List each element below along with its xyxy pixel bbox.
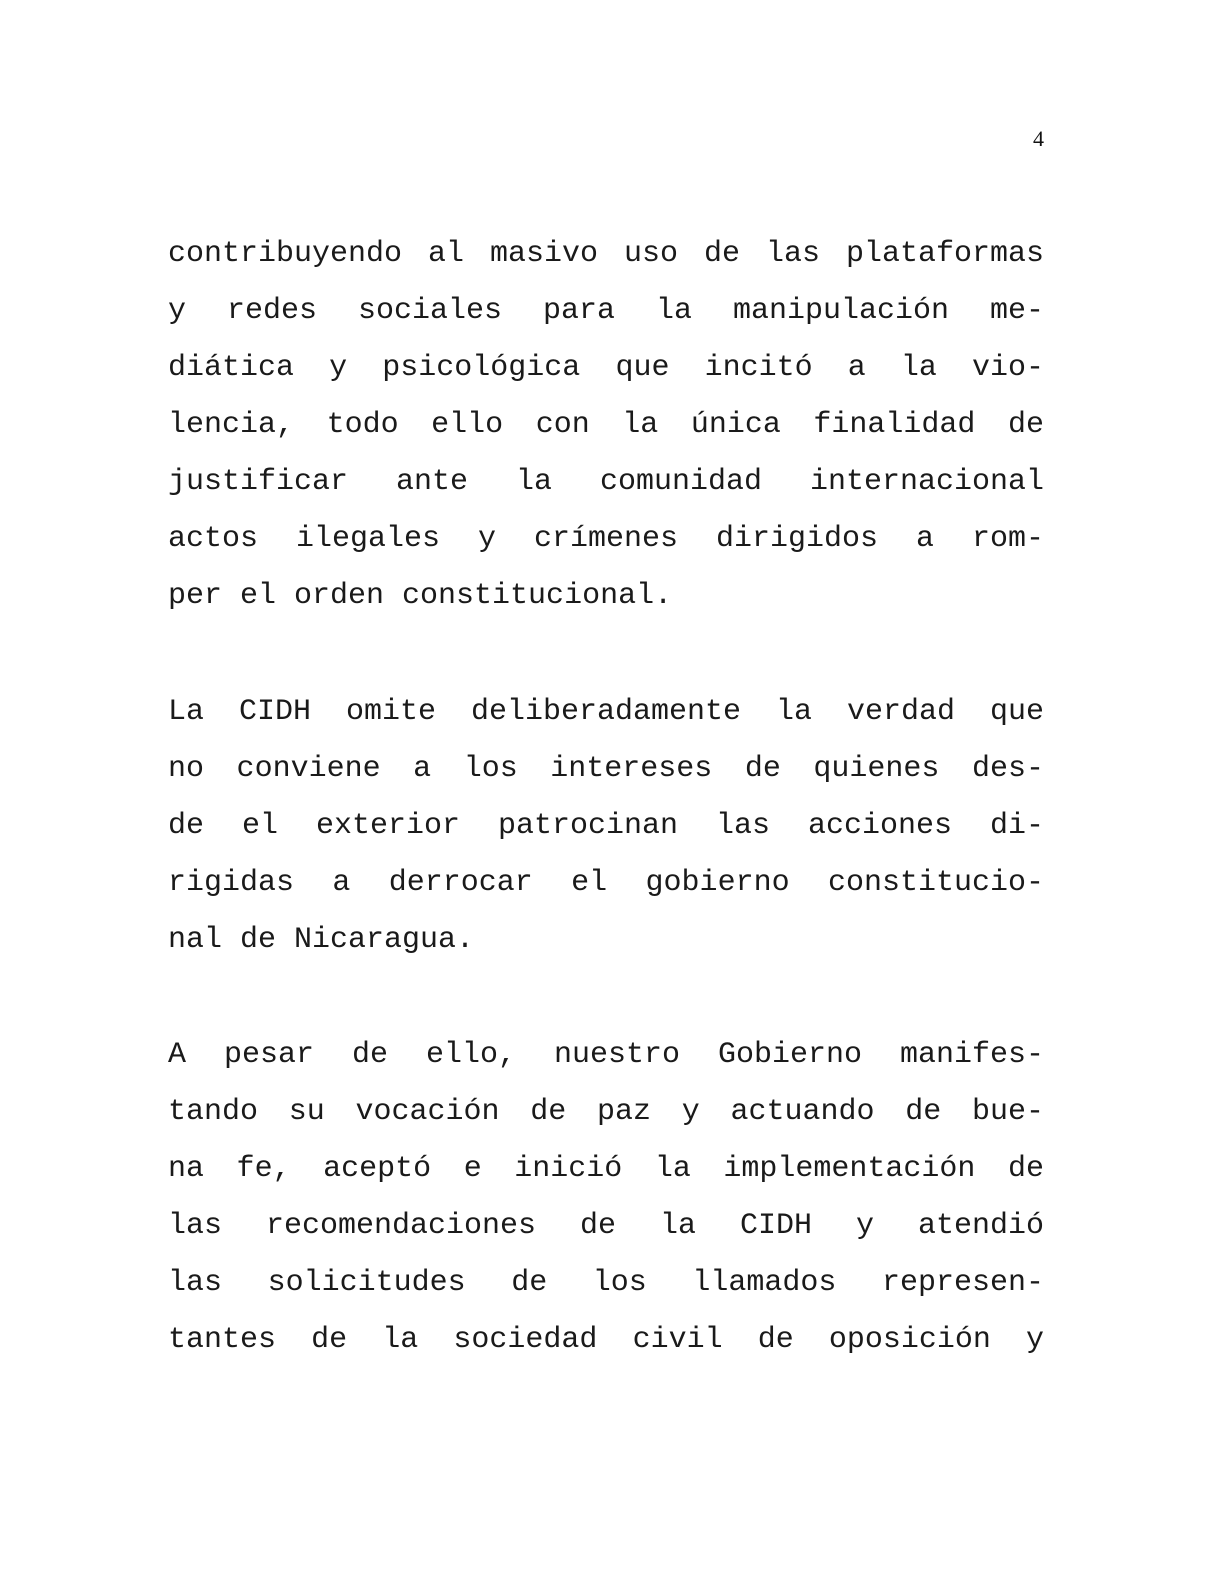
text-line: no conviene a los intereses de quienes des- [168, 752, 1044, 786]
text-line: las solicitudes de los llamados represen- [168, 1266, 1044, 1300]
text-line: actos ilegales y crímenes dirigidos a rom- [168, 522, 1044, 556]
text-line: rigidas a derrocar el gobierno constitucio- [168, 866, 1044, 900]
text-line: contribuyendo al masivo uso de las plataformas [168, 237, 1044, 271]
text-line: las recomendaciones de la CIDH y atendió [168, 1209, 1044, 1243]
paragraph-3 [168, 1027, 1044, 1369]
page-number: 4 [1033, 126, 1044, 151]
text-line: per el orden constitucional. [168, 579, 673, 613]
text-line: na fe, aceptó e inició la implementación de [168, 1152, 1044, 1186]
text-line: lencia, todo ello con la única finalidad de [168, 408, 1044, 442]
text-line: de el exterior patrocinan las acciones di- [168, 809, 1044, 843]
paragraph-2 [168, 684, 1044, 969]
text-line: tantes de la sociedad civil de oposición y [168, 1323, 1044, 1357]
text-line: La CIDH omite deliberadamente la verdad que [168, 695, 1044, 729]
text-line: y redes sociales para la manipulación me- [168, 294, 1044, 328]
text-line: nal de Nicaragua. [168, 923, 475, 957]
text-line: A pesar de ello, nuestro Gobierno manifes- [168, 1038, 1044, 1072]
paragraph-1 [168, 226, 1044, 625]
text-line: tando su vocación de paz y actuando de bue- [168, 1095, 1044, 1129]
text-line: justificar ante la comunidad internacional [168, 465, 1044, 499]
text-line: diática y psicológica que incitó a la vio- [168, 351, 1044, 385]
